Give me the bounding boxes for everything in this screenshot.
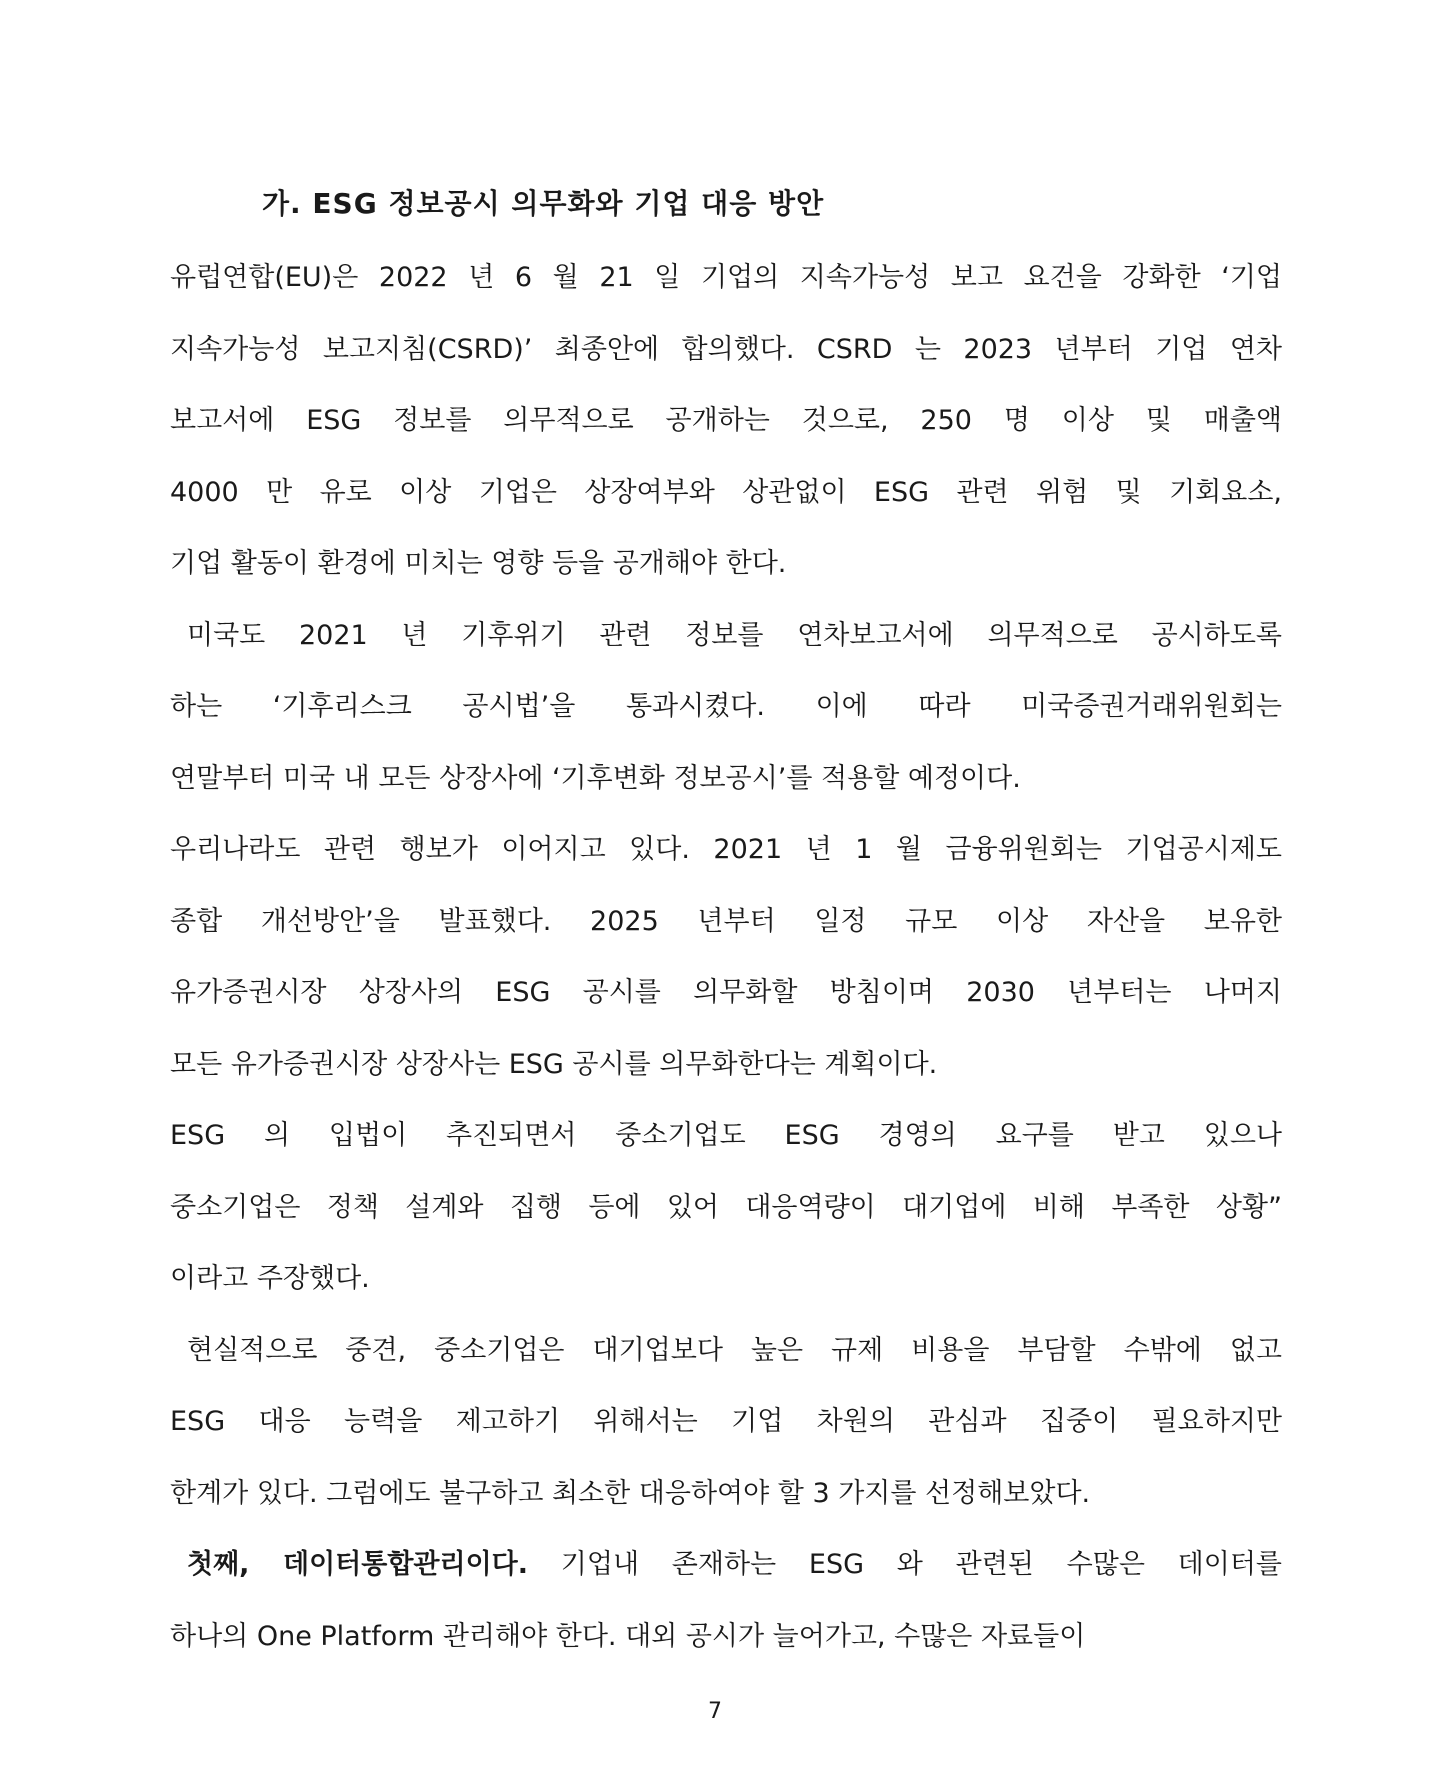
body-line: 모든 유가증권시장 상장사는 ESG 공시를 의무화한다는 계획이다. [170, 1049, 938, 1080]
body-line: 종합 개선방안’을 발표했다. 2025 년부터 일정 규모 이상 자산을 보유한 [170, 906, 1282, 937]
body-line: 보고서에 ESG 정보를 의무적으로 공개하는 것으로, 250 명 이상 및 매출액 [170, 405, 1282, 436]
body-line: 미국도 2021 년 기후위기 관련 정보를 연차보고서에 의무적으로 공시하도록 [187, 620, 1282, 651]
body-line: 하는 ‘기후리스크 공시법’을 통과시켰다. 이에 따라 미국증권거래위원회는 [170, 691, 1282, 722]
body-line: ESG 대응 능력을 제고하기 위해서는 기업 차원의 관심과 집중이 필요하지만 [170, 1406, 1282, 1437]
body-line: 하나의 One Platform 관리해야 한다. 대외 공시가 늘어가고, 수많은 자료들이 [170, 1621, 1086, 1652]
body-line: 기업 활동이 환경에 미치는 영향 등을 공개해야 한다. [170, 548, 787, 579]
body-line: 4000 만 유로 이상 기업은 상장여부와 상관없이 ESG 관련 위험 및 기회요소, [170, 477, 1282, 508]
page-number: 7 [708, 1699, 722, 1724]
body-line-tail: 기업내 존재하는 ESG 와 관련된 수많은 데이터를 [560, 1549, 1282, 1580]
body-line: 유럽연합(EU)은 2022 년 6 월 21 일 기업의 지속가능성 보고 요건을 강화한 ‘기업 [170, 262, 1282, 293]
body-line: 현실적으로 중견, 중소기업은 대기업보다 높은 규제 비용을 부담할 수밖에 없고 [187, 1335, 1282, 1366]
body-line: 이라고 주장했다. [170, 1263, 370, 1294]
body-line: 지속가능성 보고지침(CSRD)’ 최종안에 합의했다. CSRD 는 2023 년부터 기업 연차 [170, 334, 1282, 365]
body-line: 중소기업은 정책 설계와 집행 등에 있어 대응역량이 대기업에 비해 부족한 상황” [170, 1192, 1282, 1223]
body-line: 유가증권시장 상장사의 ESG 공시를 의무화할 방침이며 2030 년부터는 나머지 [170, 977, 1282, 1008]
body-line: 한계가 있다. 그럼에도 불구하고 최소한 대응하여야 할 3 가지를 선정해보았다. [170, 1478, 1091, 1509]
body-line: ESG 의 입법이 추진되면서 중소기업도 ESG 경영의 요구를 받고 있으나 [170, 1120, 1282, 1151]
body-line [187, 1541, 1282, 1589]
bold-lead-text: 첫째, 데이터통합관리이다. [187, 1549, 529, 1580]
section-heading: 가. ESG 정보공시 의무화와 기업 대응 방안 [262, 187, 825, 220]
body-line: 연말부터 미국 내 모든 상장사에 ‘기후변화 정보공시’를 적용할 예정이다. [170, 763, 1021, 794]
body-line: 우리나라도 관련 행보가 이어지고 있다. 2021 년 1 월 금융위원회는 기업공시제도 [170, 834, 1282, 865]
